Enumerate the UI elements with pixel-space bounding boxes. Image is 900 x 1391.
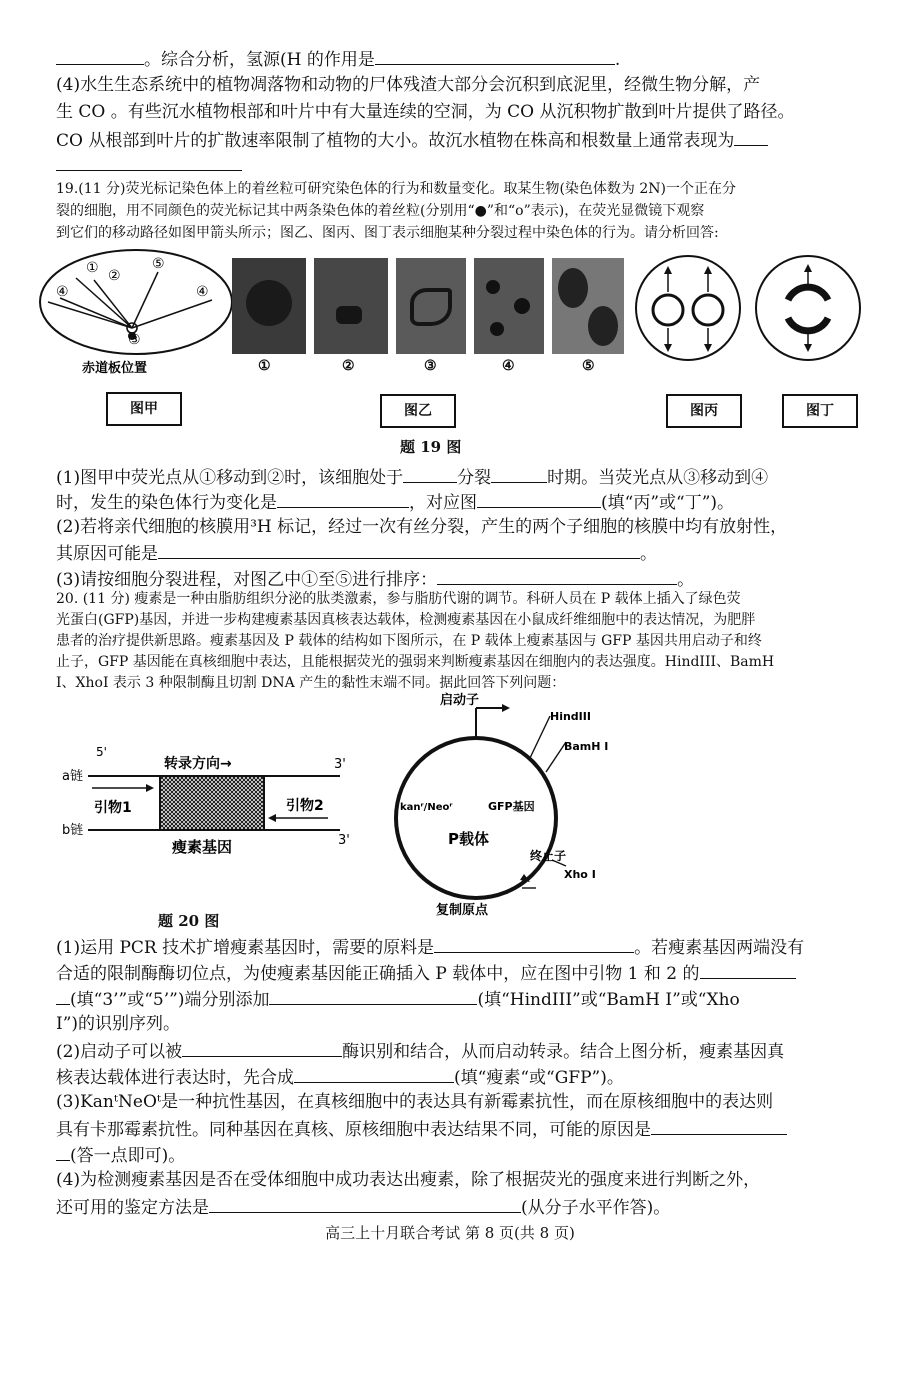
photo-2 [314, 258, 388, 354]
q18-line-5 [56, 152, 870, 178]
answer-blank [56, 986, 70, 1005]
q20-question-2-cont: 核表达载体进行表达时，先合成 (填“瘦素“或“GFP”)。 [56, 1064, 870, 1090]
photo-number-2: ② [342, 358, 355, 374]
figure-label-ding: 图丁 [782, 394, 858, 428]
photo-number-3: ③ [424, 358, 437, 374]
marker-5: ⑤ [152, 256, 165, 272]
answer-blank [491, 464, 547, 483]
marker-4-left: ④ [56, 284, 69, 300]
promoter-label: 启动子 [440, 693, 480, 708]
figure-label-yi: 图乙 [380, 394, 456, 428]
p-vector-label: P载体 [448, 830, 489, 848]
q20-question-4: (4)为检测瘦素基因是否在受体细胞中成功表达出瘦素，除了根据荧光的强度来进行判断之外， [56, 1170, 761, 1190]
q20-stem-2: 光蛋白(GFP)基因，并进一步构建瘦素基因真核表达载体，检测瘦素基因在小鼠成纤维细胞中的表达情况，为肥胖 [56, 612, 756, 628]
q20-question-2: (2)启动子可以被 酶识别和结合，从而启动转录。结合上图分析，瘦素基因真 [56, 1038, 870, 1064]
q18-line-4: CO 从根部到叶片的扩散速率限制了植物的大小。故沉水植物在株高和根数量上通常表现为 [56, 127, 870, 153]
bamhi-site: BamH I [564, 740, 609, 753]
terminator-label: 终止子 [530, 849, 567, 863]
photo-5 [552, 258, 624, 354]
three-prime-right: 3' [334, 757, 346, 772]
marker-1: ① [86, 260, 99, 276]
answer-blank [437, 566, 677, 585]
q19-question-2-cont: 其原因可能是 。 [56, 540, 870, 566]
page-footer: 高三上十月联合考试 第 8 页(共 8 页) [325, 1224, 575, 1242]
answer-blank [56, 152, 242, 171]
answer-blank [294, 1064, 454, 1083]
answer-blank [269, 986, 477, 1005]
kan-neo-label: kanʳ/Neoʳ [400, 802, 453, 813]
answer-blank [477, 489, 601, 508]
xhoi-site: Xho I [564, 868, 596, 881]
q19-question-1: (1)图甲中荧光点从①移动到②时，该细胞处于 分裂 时期。当荧光点从③移动到④ [56, 464, 870, 490]
primer-1-label: 引物1 [94, 800, 132, 816]
marker-3: ③ [128, 332, 141, 348]
figure-20-gene [60, 740, 370, 900]
q18-line-3: 生 CO 。有些沉水植物根部和叶片中有大量连续的空洞，为 CO 从沉积物扩散到叶片提供了路径。 [56, 102, 795, 122]
answer-blank [700, 960, 796, 979]
q19-question-2: (2)若将亲代细胞的核膜用³H 标记，经过一次有丝分裂，产生的两个子细胞的核膜中均有放射性， [56, 517, 788, 537]
photo-3 [396, 258, 466, 354]
q20-stem-4: 止子，GFP 基因能在真核细胞中表达，且能根据荧光的强弱来判断瘦素基因在细胞内的表达强度。HindIII、BamH [56, 654, 775, 670]
q20-question-3-cont: 具有卡那霉素抗性。同种基因在真核、原核细胞中表达结果不同，可能的原因是 [56, 1116, 870, 1142]
q20-question-4-cont: 还可用的鉴定方法是 (从分子水平作答)。 [56, 1194, 870, 1220]
answer-blank [56, 46, 144, 65]
hindiii-site: HindIII [550, 710, 591, 723]
figure-ding [752, 252, 864, 364]
answer-blank [375, 46, 615, 65]
photo-number-5: ⑤ [582, 358, 595, 374]
answer-blank [209, 1194, 521, 1213]
q20-question-3: (3)KanᵗNeOᵗ是一种抗性基因，在真核细胞中的表达具有新霉素抗性，而在原核细胞中的表达则 [56, 1092, 774, 1112]
origin-label: 复制原点 [436, 903, 489, 918]
figure-20-vector [380, 692, 620, 928]
answer-blank [734, 127, 768, 146]
leptin-gene-label: 瘦素基因 [172, 838, 233, 856]
q20-stem-1: 20. (11 分) 瘦素是一种由脂肪组织分泌的肽类激素，参与脂肪代谢的调节。科研人员在 P 载体上插入了绿色荧 [56, 591, 741, 607]
answer-blank [277, 489, 409, 508]
gfp-gene-label: GFP基因 [488, 800, 535, 813]
q19-question-3: (3)请按细胞分裂进程，对图乙中①至⑤进行排序： 。 [56, 566, 870, 592]
photo-number-4: ④ [502, 358, 515, 374]
q19-stem-2: 裂的细胞，用不同颜色的荧光标记其中两条染色体的着丝粒(分别用“●”和“o”表示)，在荧光显微镜下观察 [56, 203, 705, 219]
primer-2-label: 引物2 [286, 798, 324, 814]
figure-label-bing: 图丙 [666, 394, 742, 428]
figure-20-caption: 题 20 图 [158, 912, 220, 930]
q20-question-3-cont-2: (答一点即可)。 [56, 1142, 870, 1168]
chain-a-label: a链 [62, 769, 83, 784]
answer-blank [182, 1038, 342, 1057]
transcription-direction: 转录方向→ [164, 756, 232, 772]
answer-blank [434, 934, 634, 953]
answer-blank [158, 540, 640, 559]
figure-19-caption: 题 19 图 [400, 438, 462, 456]
marker-4-right: ④ [196, 284, 209, 300]
q20-stem-5: I、XhoI 表示 3 种限制酶且切割 DNA 产生的黏性末端不同。据此回答下列问题： [56, 675, 566, 691]
answer-blank [56, 1142, 70, 1161]
q20-question-1-cont-3: I”)的识别序列。 [56, 1014, 181, 1034]
equator-label: 赤道板位置 [82, 361, 148, 376]
three-prime-left: 3' [338, 833, 350, 848]
q19-stem-1: 19.(11 分)荧光标记染色体上的着丝粒可研究染色体的行为和数量变化。取某生物(染色体数为 2N)一个正在分 [56, 181, 736, 197]
q20-question-1: (1)运用 PCR 技术扩增瘦素基因时，需要的原料是 。若瘦素基因两端没有 [56, 934, 870, 960]
q20-question-1-cont: 合适的限制酶酶切位点，为使瘦素基因能正确插入 P 载体中，应在图中引物 1 和 2 的 [56, 960, 870, 986]
chain-b-label: b链 [62, 823, 84, 838]
marker-2: ② [108, 268, 121, 284]
photo-number-1: ① [258, 358, 271, 374]
figure-jia [36, 240, 236, 380]
answer-blank [651, 1116, 787, 1135]
photo-1 [232, 258, 306, 354]
photo-4 [474, 258, 544, 354]
answer-blank [403, 464, 457, 483]
five-prime-left: 5' [96, 745, 107, 759]
q19-question-1-cont: 时，发生的染色体行为变化是 ，对应图 (填“丙”或“丁”)。 [56, 489, 870, 515]
q18-line-2: (4)水生生态系统中的植物凋落物和动物的尸体残渣大部分会沉积到底泥里，经微生物分解，产 [56, 75, 761, 95]
figure-label-jia: 图甲 [106, 392, 182, 426]
q20-stem-3: 患者的治疗提供新思路。瘦素基因及 P 载体的结构如下图所示，在 P 载体上瘦素基因与 GFP 基因共用启动子和终 [56, 633, 762, 649]
q18-line-1: 。综合分析，氢源(H 的作用是 . [56, 46, 870, 72]
figure-bing [632, 252, 744, 364]
q20-question-1-cont-2: (填“3’”或“5’”)端分别添加 (填“HindIII”或“BamH I”或“Xho [56, 986, 870, 1012]
q19-stem-3: 到它们的移动路径如图甲箭头所示；图乙、图丙、图丁表示细胞某种分裂过程中染色体的行为。请分析回答: [56, 225, 719, 241]
